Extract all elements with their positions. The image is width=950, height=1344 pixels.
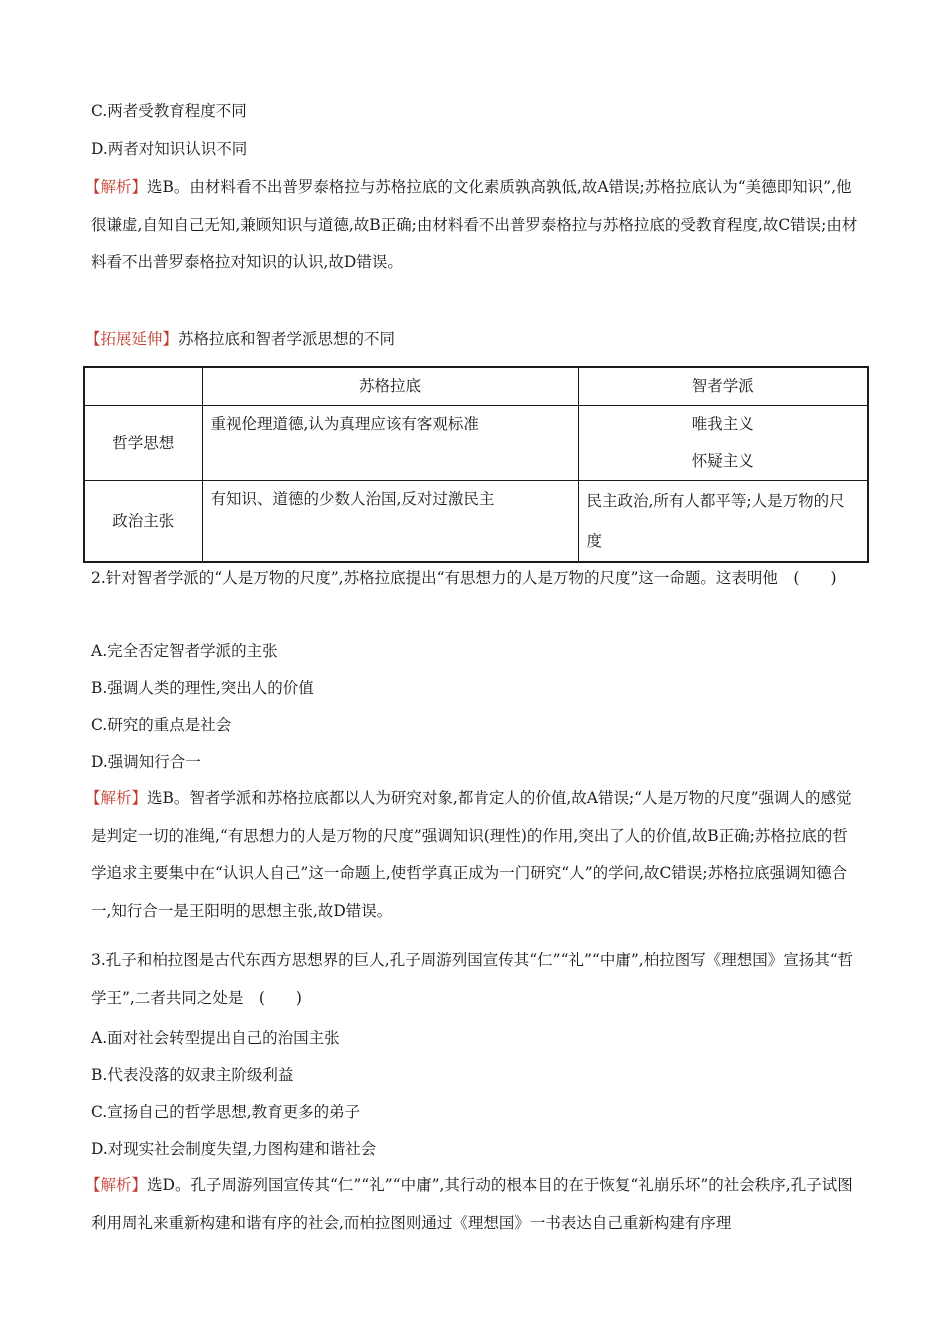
analysis-text: 选B。智者学派和苏格拉底都以人为研究对象,都肯定人的价值,故A错误;“人是万物的尺度”强调人的感觉是判定一切的准绳,“有思想力的人是万物的尺度”强调知识(理性)的作用,突出了人的价值,故B正确;苏格拉底的哲学追求主要集中在“认识人自己”这一命题上,使哲学真正成为一门研究“人”的学问,故C错误;苏格拉底强调知德合一,知行合一是王阳明的思想主张,故D错误。	[91, 789, 852, 920]
q1-option-d: D.两者对知识认识不同	[91, 140, 248, 158]
table-row-label: 哲学思想	[84, 406, 202, 481]
q2-option-a: A.完全否定智者学派的主张	[91, 642, 278, 660]
q2-option-c: C.研究的重点是社会	[91, 716, 232, 734]
table-header-cell	[84, 367, 202, 406]
q2-option-d: D.强调知行合一	[91, 753, 201, 771]
comparison-table	[83, 366, 869, 563]
analysis-text: 选B。由材料看不出普罗泰格拉与苏格拉底的文化素质孰高孰低,故A错误;苏格拉底认为“美德即知识”,他很谦虚,自知自己无知,兼顾知识与道德,故B正确;由材料看不出普罗泰格拉与苏格拉底的受教育程度,故C错误;由材料看不出普罗泰格拉对知识的认识,故D错误。	[91, 178, 858, 271]
analysis-text: 选D。孔子周游列国宣传其“仁”“礼”“中庸”,其行动的根本目的在于恢复“礼崩乐坏”的社会秩序,孔子试图利用周礼来重新构建和谐有序的社会,而柏拉图则通过《理想国》一书表达自己重新构建有序理	[91, 1176, 853, 1232]
extension-heading	[85, 329, 395, 349]
q1-option-c: C.两者受教育程度不同	[91, 102, 247, 120]
table-header-cell: 苏格拉底	[202, 367, 578, 406]
table-cell: 民主政治,所有人都平等;人是万物的尺度	[578, 481, 868, 563]
table-cell	[578, 406, 868, 481]
q2-analysis	[85, 780, 863, 930]
q2-stem: 2.针对智者学派的“人是万物的尺度”,苏格拉底提出“有思想力的人是万物的尺度”这一命题。这表明他 ( )	[91, 569, 837, 587]
table-cell-line: 唯我主义	[691, 415, 754, 433]
q3-analysis	[85, 1167, 863, 1242]
table-row	[84, 406, 868, 481]
analysis-tag: 【解析】	[85, 1176, 148, 1194]
table-header-cell: 智者学派	[578, 367, 868, 406]
analysis-tag: 【解析】	[85, 789, 148, 807]
table-row	[84, 481, 868, 563]
extension-title: 苏格拉底和智者学派思想的不同	[178, 330, 396, 348]
q3-option-b: B.代表没落的奴隶主阶级利益	[91, 1066, 294, 1084]
q3-option-c: C.宣扬自己的哲学思想,教育更多的弟子	[91, 1103, 361, 1121]
q1-analysis	[85, 169, 863, 282]
q2-option-b: B.强调人类的理性,突出人的价值	[91, 679, 314, 697]
table-header-row	[84, 367, 868, 406]
table-cell: 重视伦理道德,认为真理应该有客观标准	[202, 406, 578, 481]
q3-option-d: D.对现实社会制度失望,力图构建和谐社会	[91, 1140, 377, 1158]
q3-stem: 3.孔子和柏拉图是古代东西方思想界的巨人,孔子周游列国宣传其“仁”“礼”“中庸”,柏拉图写《理想国》宣扬其“哲学王”,二者共同之处是 ( )	[91, 951, 854, 1007]
q3-option-a: A.面对社会转型提出自己的治国主张	[91, 1029, 340, 1047]
table-cell: 有知识、道德的少数人治国,反对过激民主	[202, 481, 578, 563]
table-row-label: 政治主张	[84, 481, 202, 563]
extension-tag: 【拓展延伸】	[85, 330, 179, 348]
table-cell-line: 怀疑主义	[691, 452, 754, 470]
analysis-tag: 【解析】	[85, 178, 148, 196]
